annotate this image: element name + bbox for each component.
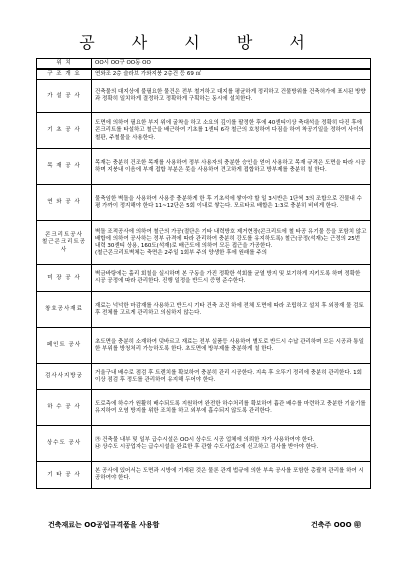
row-content: 벽금바탕에는 홀리 회칠을 실시하며 본 구동을 가진 정확한 석회를 균열 방지 및 보기하게 지키도록 하며 정확한 시공 공정에 따라 관리한다. 진행 일정을 반드시 증명 준수한다.: [92, 265, 371, 292]
row-content: 연와조 2층 슬라브 가와지붕 2층건 등 69 ㎡: [92, 69, 371, 80]
row-label: 미 장 공 사: [37, 265, 92, 292]
row-label: 콘크리트공사 철근콘크리트공사: [37, 221, 92, 265]
row-content: 벽돌 조적공사에 의하여 철근의 가공(절단은 기타 내력방호 제거현장(콘크리트에 철 타공 유기물 등을 포함치 않고 배합에 의하여 공사하는 정부 규격에 따라 관리하여 충분히 강도를 유지하도록) 철근(공정(석재)는 근정의 25번 내력 30센티 상용, 160도(석재)로 배근도에 의하여 모든 접근을 가공한다. (철근콘크리트벽체는 축면은 2주일 1회부 주의 양생한 후에 원래를 주의: [92, 221, 371, 265]
row-content: ㉮ 건축물 내부 및 일부 급수시설은 OO시 상수도 시공 업체에 의뢰한 자가 사용하여야 한다. ㉯ 상수도 시공업자는 급수시설을 완료한 후 관할 수도사업소에 신고하고 검사를 받아야 한다.: [92, 426, 371, 462]
row-label: 페인트 공사: [37, 328, 92, 364]
row-content: 목재는 충분히 건조한 목재를 사용하여 정부 사용자의 충분한 승인을 얻어 사용하고 목재 규격은 도면을 따라 시공하며 지붕내 이음에 부재 접합 부분은 못을 사용하여 견고하게 접합하고 방부제를 충분히 칠 한다.: [92, 149, 371, 185]
row-label: 하 수 공 사: [37, 390, 92, 426]
table-row: [37, 265, 371, 292]
row-label: 기 초 공 사: [37, 113, 92, 149]
table-row: [37, 328, 371, 364]
table-row: [37, 80, 371, 113]
document-title: 공 사 시 방 서: [79, 33, 321, 52]
row-content: 본 공사에 있어서는 도면과 시방에 기재된 것은 물론 관계 법규에 의한 부속 공사를 포함한 총괄적 관리를 하여 시공하여야 한다.: [92, 462, 371, 489]
row-content: 거울구내 배수로 점검 후 트렌치를 확보하여 충분히 관리 시공한다. 지속 후 오뚜기 정리에 충분히 관리한다. 1회 이상 점검 후 정도를 관리하여 유지해 두어야 한다.: [92, 364, 371, 390]
table-row: [37, 426, 371, 462]
row-content: 물축임한 벽돌을 사용하여 사용중 충분하게 한 후 기초석에 쌓아야 할 일 3시반은 1단씩 3의 조합으로 건물내 수평 가까이 정지해야 한다 11~12단은 5회 이내로 쌓는다. 모르타르 배합은 1:3로 충분히 비비게 한다.: [92, 185, 371, 221]
table-row: [37, 185, 371, 221]
row-content: 도면에 의하여 필요한 부지 위에 굴착을 하고 소요의 깊이를 팔정한 후에 40센티이상 축대석을 정확히 다진 후에 콘크리트를 타설하고 철근을 배근하여 기초를 1센티 6각 철근의 호칭하여 다짐을 하여 착공기일을 정하여 사이의 철판, 주철물을 사용한다.: [92, 113, 371, 149]
row-content: 건축물의 대지상에 불필요한 물건은 전부 철거하고 대지를 평균하게 정리하고 건물방위를 건축허가에 표시된 방향과 정확히 일치하게 결정하고 정확하게 구획하는 동시에 설치한다.: [92, 80, 371, 113]
table-row: [37, 149, 371, 185]
table-row: [37, 390, 371, 426]
table-row: [37, 462, 371, 489]
table-row: [37, 113, 371, 149]
specification-table: [36, 58, 371, 489]
row-label: 위 치: [37, 59, 92, 70]
row-content: 도로측에 하수가 원활히 배수되도록 지원하여 완전한 하수처리를 확보하여 흄관 배수를 마련하고 충분한 기울기를 유지하여 오염 방지를 위한 조치를 하고 외부에 흡수되지 않도록 관리한다.: [92, 390, 371, 426]
row-label: 창호공사재료: [37, 292, 92, 328]
table-row: [37, 364, 371, 390]
row-label: 목 재 공 사: [37, 149, 92, 185]
row-label: 기 타 공 사: [37, 462, 92, 489]
table-row: [37, 69, 371, 80]
row-content: OO시 OO구 OO동 OO: [92, 59, 371, 70]
row-label: 구 조 개 요: [37, 69, 92, 80]
table-row: [37, 292, 371, 328]
row-content: 재료는 넉넉한 마감재를 사용하고 반드시 기타 건축 조건 하에 전체 도면에 따라 조립하고 설치 후 외장재 물 검토 후 전체를 고르게 관리하고 의심하지 않는다.: [92, 292, 371, 328]
row-label: 검사사지방궁: [37, 364, 92, 390]
row-content: 초도면을 충분히 소재하여 덧바르고 재료는 전부 실품등 사용하여 별도로 반드시 수납 관리하며 모든 시공과 통일한 부위를 방청처리 가능하도록 한다. 초도면에 방부제를 충분하게 칠 한다.: [92, 328, 371, 364]
table-row: [37, 59, 371, 70]
row-label: 연 와 공 사: [37, 185, 92, 221]
materials-note: 건축재료는 OO공업규격품을 사용함: [48, 521, 160, 529]
table-row: [37, 221, 371, 265]
row-label: 가 설 공 사: [37, 80, 92, 113]
row-label: 상수도 공사: [37, 426, 92, 462]
owner-signature: 건축주 OOO ㊞: [310, 521, 361, 529]
